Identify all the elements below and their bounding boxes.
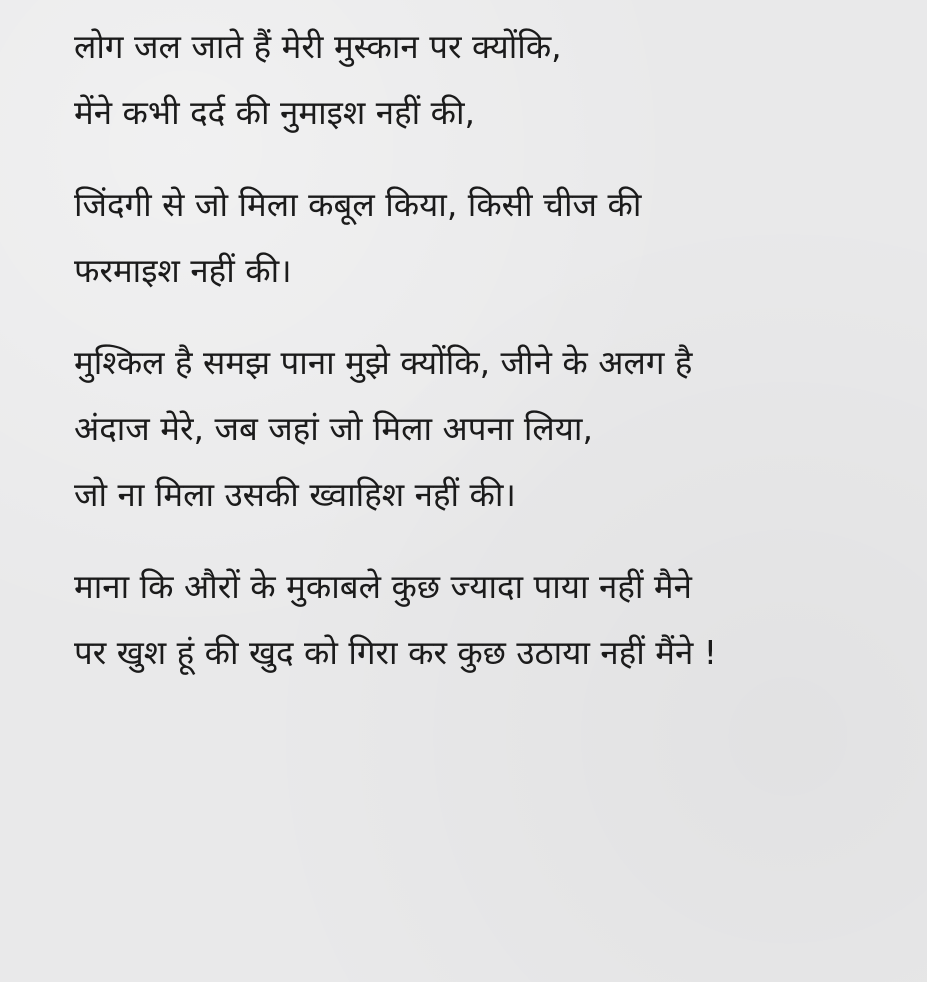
- stanza-2: [74, 172, 903, 304]
- poem-line: जिंदगी से जो मिला कबूल किया, किसी चीज की: [74, 185, 642, 224]
- poem-line: जो ना मिला उसकी ख्वाहिश नहीं की।: [74, 475, 516, 514]
- poem-line: अंदाज मेरे, जब जहां जो मिला अपना लिया,: [74, 409, 593, 448]
- stanza-1: [74, 14, 903, 146]
- poem-line: पर खुश हूं की खुद को गिरा कर कुछ उठाया नहीं मैंने !: [74, 633, 718, 672]
- stanza-4: [74, 554, 903, 686]
- poem-line: फरमाइश नहीं की।: [74, 251, 292, 290]
- poem-line: लोग जल जाते हैं मेरी मुस्कान पर क्योंकि,: [74, 27, 562, 66]
- poem-line: मेंने कभी दर्द की नुमाइश नहीं की,: [74, 93, 476, 132]
- poem-line: मुश्किल है समझ पाना मुझे क्योंकि, जीने के अलग है: [74, 343, 693, 382]
- poem-line: माना कि औरों के मुकाबले कुछ ज्यादा पाया नहीं मैने: [74, 567, 692, 606]
- stanza-3: [74, 330, 903, 528]
